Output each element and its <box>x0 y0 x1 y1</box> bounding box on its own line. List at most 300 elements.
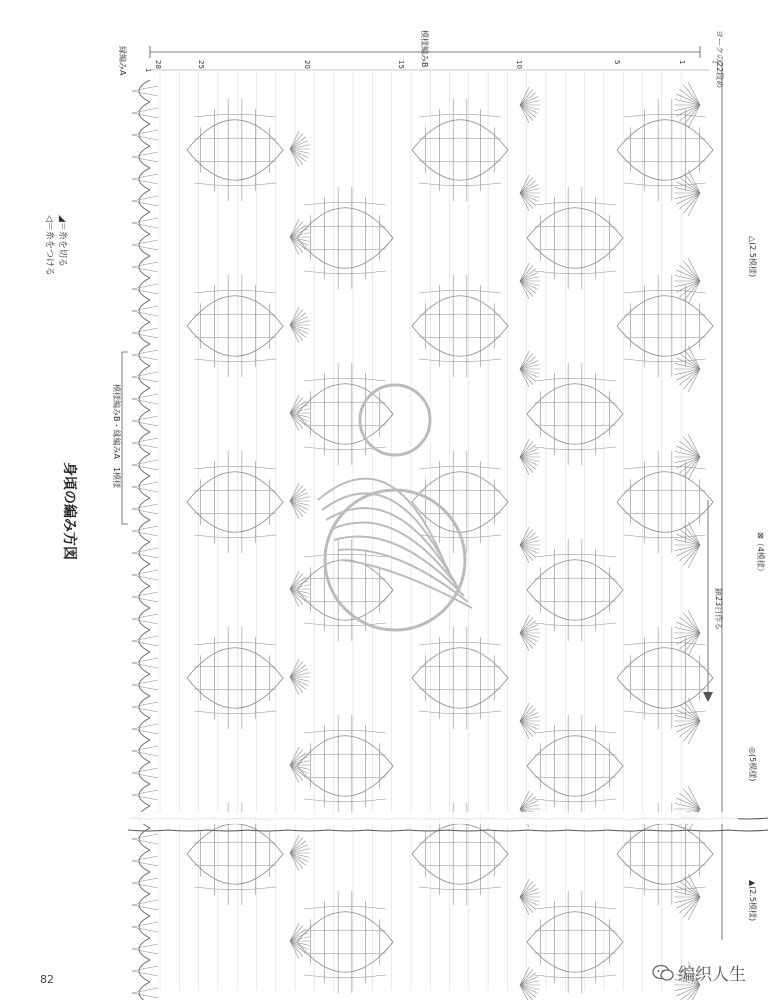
row-number-20: 20 <box>303 60 311 69</box>
pineapple-motif <box>617 275 713 377</box>
pineapple-motif <box>527 891 623 993</box>
pineapple-chain <box>534 601 616 602</box>
edging-scallop <box>139 652 150 674</box>
fan-motif <box>520 263 540 299</box>
pineapple-motif <box>527 715 623 817</box>
pineapple-chain <box>304 271 386 274</box>
fan-stitch <box>688 170 700 193</box>
pineapple-chain <box>624 513 706 514</box>
pineapple-chain <box>534 378 616 381</box>
pineapple-chain <box>304 554 386 557</box>
edging-stitch <box>132 944 158 949</box>
edging-stitch <box>132 592 158 597</box>
pineapple-chain <box>194 114 276 117</box>
pineapple-chain <box>194 314 276 315</box>
fan-stitch <box>688 369 700 392</box>
edging-stitch <box>132 482 158 487</box>
pineapple-chain <box>419 183 501 186</box>
pineapple-chain <box>534 447 616 450</box>
edging-stitch <box>132 790 158 795</box>
edging-stitch <box>132 878 158 883</box>
pineapple-outline <box>187 472 283 533</box>
pineapple-motif <box>412 275 508 377</box>
fan-motif <box>520 439 540 475</box>
fan-stitch <box>688 434 700 457</box>
pineapple-chain <box>194 887 276 890</box>
edging-stitch <box>132 553 158 558</box>
edging-scallop <box>139 674 150 696</box>
watermark <box>652 960 746 985</box>
pineapple-chain <box>534 402 616 403</box>
edging-scallop <box>139 630 150 652</box>
pineapple-outline <box>412 472 508 533</box>
edging-stitch <box>132 971 158 976</box>
edging-scallop <box>139 146 150 168</box>
edging-stitch <box>132 350 158 355</box>
pineapple-chain <box>624 689 706 690</box>
fan-motif <box>674 522 700 568</box>
pineapple-chain <box>194 161 276 162</box>
edging-scallop <box>139 322 150 344</box>
fan-stitch <box>688 698 700 721</box>
row-number-25: 25 <box>197 60 205 69</box>
pineapple-chain <box>194 337 276 338</box>
fan-stitch <box>688 346 700 369</box>
edging-stitch <box>132 460 158 465</box>
edging-stitch <box>132 927 158 932</box>
edging-stitch <box>132 685 158 690</box>
edging-stitch <box>132 575 158 580</box>
pineapple-chain <box>419 865 501 866</box>
edging-scallop <box>139 960 150 982</box>
fan-motif <box>674 610 700 656</box>
pineapple-chain <box>534 906 616 909</box>
edging-stitch <box>132 157 158 162</box>
watermark-yarn-head <box>360 385 430 455</box>
edging-scallop <box>139 894 150 916</box>
edging-stitch <box>132 394 158 399</box>
pineapple-outline <box>187 648 283 709</box>
pineapple-chain <box>419 689 501 690</box>
edging-stitch <box>132 531 158 536</box>
pineapple-motif <box>617 451 713 553</box>
edging-scallop <box>139 718 150 740</box>
edging-stitch <box>132 196 158 201</box>
edging-stitch <box>132 438 158 443</box>
edging-scallop <box>139 740 150 762</box>
legend-cut-yarn: ◢＝糸を切る <box>57 215 67 267</box>
edging-scallop <box>139 982 150 1000</box>
pineapple-chain <box>304 777 386 778</box>
edging-scallop <box>139 278 150 300</box>
edging-stitch <box>132 179 158 184</box>
pineapple-outline <box>412 648 508 709</box>
edging-stitch <box>132 130 158 135</box>
pineapple-chain <box>534 754 616 755</box>
edging-stitch <box>132 262 158 267</box>
edging-scallop <box>139 784 150 806</box>
edging-stitch <box>132 240 158 245</box>
edging-stitch <box>132 680 158 685</box>
pineapple-chain <box>624 314 706 315</box>
pineapple-chain <box>419 642 501 645</box>
pattern-a-label: 縁編みA <box>118 46 127 76</box>
pineapple-outline <box>297 560 393 621</box>
circle-mark-label: ◎(5模様) <box>748 747 757 782</box>
edging-stitch <box>132 570 158 575</box>
pineapple-chain <box>304 226 386 227</box>
pineapple-outline <box>412 296 508 357</box>
edging-scallop <box>139 608 150 630</box>
watermark-logo <box>318 385 472 630</box>
edging-scallop <box>139 80 150 102</box>
pineapple-chain <box>624 114 706 117</box>
fan-motif <box>674 434 700 480</box>
pineapple-chain <box>194 666 276 667</box>
pineapple-chain <box>194 689 276 690</box>
pineapple-chain <box>534 777 616 778</box>
pineapple-chain <box>304 953 386 954</box>
fan-stitch <box>688 522 700 545</box>
fan-motifs <box>290 82 700 1000</box>
edging-stitch <box>132 443 158 448</box>
pineapple-motif <box>187 627 283 729</box>
fan-motif <box>674 170 700 216</box>
pineapple-chain <box>304 799 386 802</box>
repeat-bracket <box>122 352 128 524</box>
edging-scallop <box>139 212 150 234</box>
edging-stitch <box>132 834 158 839</box>
pineapple-outline <box>617 824 713 885</box>
pineapple-chain <box>534 425 616 426</box>
edging-stitch <box>132 905 158 910</box>
pineapple-chain <box>419 887 501 890</box>
edging-stitch <box>132 328 158 333</box>
pineapple-chain <box>419 490 501 491</box>
pineapple-motif <box>187 275 283 377</box>
chain-make-label: 鎖23目作る <box>714 588 723 631</box>
break-gap <box>128 812 738 824</box>
pineapple-motif <box>617 627 713 729</box>
edging-stitch <box>132 377 158 382</box>
fan-stitch <box>688 786 700 809</box>
edging-scallop <box>139 564 150 586</box>
edging-scallop <box>139 916 150 938</box>
edging-stitch <box>132 658 158 663</box>
pineapple-chain <box>194 513 276 514</box>
pineapple-chain <box>534 578 616 579</box>
edging-scallop <box>139 410 150 432</box>
edging-stitch <box>132 284 158 289</box>
edging-stitch <box>132 922 158 927</box>
edging-stitch <box>132 597 158 602</box>
edging-stitch <box>132 641 158 646</box>
fan-motif <box>674 698 700 744</box>
fan-stitch <box>688 105 700 128</box>
pineapple-chain <box>194 183 276 186</box>
pineapple-chain <box>419 359 501 362</box>
fan-motif <box>290 307 310 343</box>
pineapple-chain <box>419 114 501 117</box>
pineapple-chain <box>419 666 501 667</box>
edging-scallop <box>139 762 150 784</box>
fan-motif <box>520 527 540 563</box>
pineapple-chain <box>624 666 706 667</box>
fan-stitch <box>688 457 700 480</box>
pineapple-chain <box>304 906 386 909</box>
edging-stitch <box>132 416 158 421</box>
pineapple-chain <box>534 730 616 733</box>
pineapple-chain <box>534 623 616 626</box>
pineapple-chain <box>194 490 276 491</box>
edging-stitch <box>132 306 158 311</box>
pineapple-chain <box>624 290 706 293</box>
pineapple-outline <box>187 296 283 357</box>
pineapple-chain <box>194 535 276 538</box>
edging-scallop <box>139 300 150 322</box>
pineapple-chain <box>624 466 706 469</box>
pineapple-outline <box>617 472 713 533</box>
pineapple-outline <box>617 648 713 709</box>
fan-motif <box>520 175 540 211</box>
pineapple-chain <box>304 930 386 931</box>
pineapple-chain <box>304 249 386 250</box>
pineapple-outline <box>187 120 283 181</box>
fan-motif <box>290 131 310 167</box>
edging-stitch <box>132 245 158 250</box>
pineapple-motif <box>187 99 283 201</box>
pineapple-motif <box>412 627 508 729</box>
pineapple-motif <box>187 451 283 553</box>
fan-stitch <box>688 545 700 568</box>
edging-stitch <box>132 526 158 531</box>
x-mark-label: ⊠（4模様） <box>756 532 765 576</box>
edging-stitch <box>132 773 158 778</box>
pineapple-motif <box>527 187 623 289</box>
edging-scallop <box>139 124 150 146</box>
fan-motif <box>520 615 540 651</box>
pineapple-outline <box>527 736 623 797</box>
edging-stitch <box>132 993 158 998</box>
fan-motif <box>674 786 700 832</box>
pineapple-chain <box>534 249 616 250</box>
pineapple-chain <box>419 290 501 293</box>
edging-stitch <box>132 399 158 404</box>
pineapple-chain <box>624 865 706 866</box>
fan-motif <box>290 659 310 695</box>
pineapple-chain <box>304 378 386 381</box>
pineapple-motif <box>297 187 393 289</box>
pineapple-outline <box>297 912 393 973</box>
edging-scallop <box>139 190 150 212</box>
wechat-icon <box>652 964 674 982</box>
pineapple-chain <box>304 202 386 205</box>
edging-scallop <box>139 234 150 256</box>
pineapple-chain <box>624 138 706 139</box>
edging-scallop <box>139 454 150 476</box>
fan-motif <box>520 351 540 387</box>
watermark-text: 编织人生 <box>678 965 746 985</box>
pineapple-outline <box>297 736 393 797</box>
pineapple-chain <box>194 138 276 139</box>
pineapple-chain <box>194 290 276 293</box>
edging-scallop <box>139 872 150 894</box>
pineapple-chain <box>304 975 386 978</box>
pineapple-outline <box>527 384 623 445</box>
pineapple-chain <box>304 402 386 403</box>
pineapple-chain <box>624 842 706 843</box>
row-number-edge-1: 1 <box>144 68 152 73</box>
edging-stitch <box>132 267 158 272</box>
fan-motif <box>674 346 700 392</box>
pineapple-chain <box>304 425 386 426</box>
pineapple-chain <box>534 799 616 802</box>
edging-scallop <box>139 542 150 564</box>
edging-stitch <box>132 619 158 624</box>
edging-scallop <box>139 168 150 190</box>
row-number-5: 5 <box>613 60 621 65</box>
edging-stitch <box>132 949 158 954</box>
edging-stitch <box>132 702 158 707</box>
fan-stitch <box>688 633 700 656</box>
pineapple-chain <box>419 711 501 714</box>
pineapple-chain <box>194 865 276 866</box>
pineapple-chain <box>419 314 501 315</box>
fan-stitch <box>688 193 700 216</box>
pineapple-chain <box>624 490 706 491</box>
edging-scallops <box>132 80 158 1000</box>
edging-scallop <box>139 388 150 410</box>
pineapple-chain <box>194 842 276 843</box>
edging-stitch <box>132 751 158 756</box>
fan-motif <box>674 258 700 304</box>
fan-motif <box>674 82 700 128</box>
pineapple-outline <box>617 120 713 181</box>
pineapple-motif <box>412 99 508 201</box>
pineapple-chain <box>419 842 501 843</box>
pineapple-outline <box>412 824 508 885</box>
edging-stitch <box>132 113 158 118</box>
edging-stitch <box>132 861 158 866</box>
edging-stitch <box>132 223 158 228</box>
edging-stitch <box>132 839 158 844</box>
pineapple-chain <box>624 642 706 645</box>
edging-scallop <box>139 102 150 124</box>
fan-motif <box>520 703 540 739</box>
pineapple-chain <box>304 754 386 755</box>
edging-stitch <box>132 729 158 734</box>
edging-stitch <box>132 900 158 905</box>
pineapple-chain <box>534 554 616 557</box>
edging-stitch <box>132 91 158 96</box>
triangle-filled-label: ▲(2.5模様) <box>748 880 757 922</box>
pineapple-outline <box>297 384 393 445</box>
edging-scallop <box>139 432 150 454</box>
edging-stitch <box>132 614 158 619</box>
edging-stitch <box>132 746 158 751</box>
fan-motif <box>520 879 540 915</box>
pineapple-motifs <box>187 99 713 993</box>
chain-start-arrow <box>703 692 713 702</box>
pineapple-outline <box>187 824 283 885</box>
pineapple-outline <box>527 208 623 269</box>
fan-stitch <box>688 610 700 633</box>
edging-stitch <box>132 86 158 91</box>
fan-stitch <box>688 721 700 744</box>
edging-stitch <box>132 966 158 971</box>
pattern-repeat-label: 模様編みB・縁編みA 1模様 <box>112 384 121 489</box>
edging-stitch <box>132 152 158 157</box>
pineapple-chain <box>194 466 276 469</box>
edging-stitch <box>132 856 158 861</box>
edging-stitch <box>132 504 158 509</box>
pineapple-chain <box>534 202 616 205</box>
edging-stitch <box>132 174 158 179</box>
pineapple-chain <box>304 601 386 602</box>
edging-scallop <box>139 256 150 278</box>
pineapple-chain <box>419 513 501 514</box>
pineapple-outline <box>527 560 623 621</box>
row-number-28: 28 <box>154 60 162 69</box>
edging-stitch <box>132 218 158 223</box>
edging-scallop <box>139 366 150 388</box>
pineapple-outline <box>617 296 713 357</box>
edging-stitch <box>132 135 158 140</box>
pineapple-chain <box>419 161 501 162</box>
fan-motif <box>520 87 540 123</box>
pineapple-chain <box>534 226 616 227</box>
edging-stitch <box>132 201 158 206</box>
edging-stitch <box>132 465 158 470</box>
fan-stitch <box>688 258 700 281</box>
pineapple-motif <box>297 715 393 817</box>
edging-stitch <box>132 707 158 712</box>
page-number: 82 <box>40 973 54 986</box>
pineapple-outline <box>527 912 623 973</box>
edging-stitch <box>132 883 158 888</box>
edging-stitch <box>132 355 158 360</box>
fan-stitch <box>688 281 700 304</box>
fan-stitch <box>688 897 700 920</box>
edging-stitch <box>132 487 158 492</box>
edging-stitch <box>132 108 158 113</box>
pineapple-chain <box>419 138 501 139</box>
edging-stitch <box>132 289 158 294</box>
edging-stitch <box>132 333 158 338</box>
pineapple-chain <box>304 578 386 579</box>
fan-motif <box>290 483 310 519</box>
pineapple-motif <box>297 891 393 993</box>
right-bracket <box>712 62 722 940</box>
legend-attach-yarn: ◁＝糸をつける <box>44 215 54 276</box>
fan-motif <box>520 967 540 1000</box>
fan-stitch <box>688 82 700 105</box>
row-number-15: 15 <box>397 60 405 69</box>
row-number-10: 10 <box>515 60 523 69</box>
fan-stitch <box>688 874 700 897</box>
pineapple-motif <box>527 539 623 641</box>
pattern-b-label: 模様編みB <box>420 30 429 68</box>
fan-motif <box>674 874 700 920</box>
edging-stitch <box>132 636 158 641</box>
edging-scallop <box>139 344 150 366</box>
row-number-1: 1 <box>678 60 686 65</box>
pineapple-motif <box>527 363 623 465</box>
pineapple-chain <box>624 161 706 162</box>
pineapple-chain <box>419 466 501 469</box>
edging-stitch <box>132 988 158 993</box>
pineapple-chain <box>419 337 501 338</box>
